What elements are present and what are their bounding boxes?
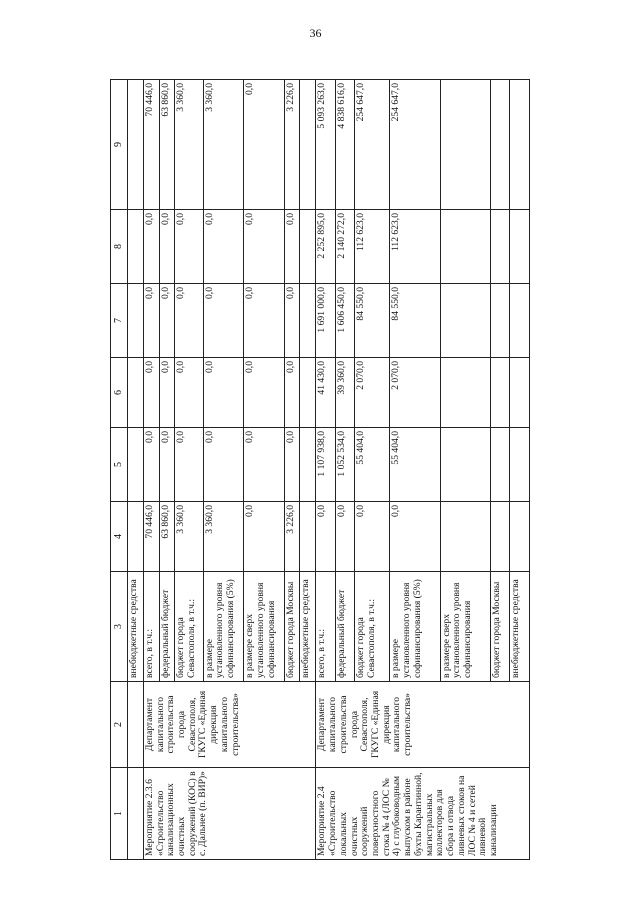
source-cell: всего, в т.ч.: [143,572,159,682]
value-cell: 0,0 [284,358,300,428]
header-col-3: 3 [111,572,128,682]
value-cell: 254 647,0 [355,80,390,210]
value-cell [300,358,316,428]
value-cell: 0,0 [143,358,159,428]
value-cell [440,80,490,210]
value-cell: 3 360,0 [203,80,244,210]
value-cell [300,502,316,572]
header-col-6: 6 [111,358,128,428]
value-cell: 84 550,0 [390,284,440,358]
value-cell: 4 838 616,0 [335,80,355,210]
source-cell: в размере сверх установленного уровня софинансирования [244,572,285,682]
value-cell: 0,0 [143,210,159,284]
value-cell: 3 226,0 [284,502,300,572]
value-cell: 0,0 [244,284,285,358]
value-cell: 0,0 [203,358,244,428]
activity-1-executor: Департамент капитального строительства города Севастополя, ГКУГС «Единая дирекция капитального строительства» [143,682,315,768]
value-cell [440,428,490,502]
activity-2-executor: Департамент капитального строительства города Севастополя, ГКУГС «Единая дирекция капитального строительства» [316,682,530,768]
source-cell: бюджет города Севастополя, в т.ч.: [355,572,390,682]
value-cell: 0,0 [284,284,300,358]
source-cell: в размере установленного уровня софинансирования (5%) [203,572,244,682]
activity-1-row-1 [143,80,159,860]
value-cell [300,210,316,284]
budget-table [110,79,530,860]
value-cell [510,428,530,502]
header-row [111,80,128,860]
activity-2-title: Мероприятие 2.4 «Строительство локальных очистных сооружений поверхностного стока № 4 (ЛОС № 4) с глубоководным выпуском в районе бухты Карантинной, магистральных коллекторов для сбора и отвода ливневых стоков на ЛОС № 4 и сетей ливневой канализации [316,768,530,860]
value-cell: 1 691 000,0 [316,284,336,358]
value-cell [300,80,316,210]
value-cell [510,502,530,572]
value-cell: 84 550,0 [355,284,390,358]
value-cell: 0,0 [203,428,244,502]
value-cell [510,358,530,428]
source-cell: бюджет города Москвы [490,572,510,682]
value-cell: 0,0 [159,358,175,428]
value-cell: 0,0 [244,428,285,502]
value-cell: 63 860,0 [159,80,175,210]
value-cell: 2 140 272,0 [335,210,355,284]
value-cell: 0,0 [175,284,203,358]
value-cell: 3 360,0 [175,502,203,572]
value-cell: 0,0 [244,502,285,572]
source-cell: в размере установленного уровня софинансирования (5%) [390,572,440,682]
value-cell: 2 070,0 [390,358,440,428]
source-cell: федеральный бюджет [159,572,175,682]
header-col-5: 5 [111,428,128,502]
source-cell: в размере сверх установленного уровня софинансирования [440,572,490,682]
source-cell: бюджет города Москвы [284,572,300,682]
header-col-1: 1 [111,768,128,860]
value-cell: 0,0 [335,502,355,572]
value-cell [490,428,510,502]
value-cell: 39 360,0 [335,358,355,428]
header-col-7: 7 [111,284,128,358]
value-cell: 3 226,0 [284,80,300,210]
value-cell: 0,0 [284,428,300,502]
value-cell: 0,0 [203,210,244,284]
value-cell [300,284,316,358]
value-cell [510,80,530,210]
value-cell: 0,0 [175,428,203,502]
value-cell [490,358,510,428]
value-cell: 1 606 450,0 [335,284,355,358]
value-cell: 3 360,0 [203,502,244,572]
value-cell: 0,0 [244,80,285,210]
source-cell: федеральный бюджет [335,572,355,682]
value-cell: 0,0 [316,502,336,572]
value-cell: 112 623,0 [390,210,440,284]
source-cell: бюджет города Севастополя, в т.ч.: [175,572,203,682]
value-cell: 0,0 [159,428,175,502]
value-cell: 0,0 [244,358,285,428]
continuation-row [128,80,144,860]
value-cell: 70 446,0 [143,80,159,210]
value-cell: 0,0 [159,210,175,284]
value-cell: 0,0 [284,210,300,284]
value-cell [300,428,316,502]
value-cell: 0,0 [143,428,159,502]
value-cell [510,284,530,358]
value-cell: 1 107 938,0 [316,428,336,502]
value-cell [490,502,510,572]
value-cell: 3 360,0 [175,80,203,210]
header-col-9: 9 [111,80,128,210]
value-cell: 0,0 [175,210,203,284]
header-col-4: 4 [111,502,128,572]
rotated-table-wrapper [110,80,530,860]
value-cell: 0,0 [244,210,285,284]
value-cell [490,80,510,210]
value-cell: 55 404,0 [390,428,440,502]
value-cell: 70 446,0 [143,502,159,572]
page-number: 36 [309,26,322,40]
value-cell: 0,0 [203,284,244,358]
value-cell: 63 860,0 [159,502,175,572]
value-cell [440,502,490,572]
activity-2-row-1 [316,80,336,860]
source-cell: внебюджетные средства [300,572,316,682]
value-cell: 2 252 895,0 [316,210,336,284]
value-cell: 2 070,0 [355,358,390,428]
value-cell [440,284,490,358]
value-cell: 5 093 263,0 [316,80,336,210]
value-cell [490,284,510,358]
activity-1-title: Мероприятие 2.3.6 «Строительство канализационных очистных сооружений (КОС) в с. Дальнее (п. ВИР)» [143,768,315,860]
value-cell: 1 052 534,0 [335,428,355,502]
value-cell: 0,0 [175,358,203,428]
value-cell [440,210,490,284]
value-cell: 55 404,0 [355,428,390,502]
continuation-source: внебюджетные средства [128,572,144,682]
header-col-2: 2 [111,682,128,768]
value-cell: 112 623,0 [355,210,390,284]
source-cell: всего, в т.ч.: [316,572,336,682]
value-cell [440,358,490,428]
value-cell: 0,0 [159,284,175,358]
value-cell: 254 647,0 [390,80,440,210]
value-cell [490,210,510,284]
value-cell: 0,0 [390,502,440,572]
value-cell: 41 430,0 [316,358,336,428]
source-cell: внебюджетные средства [510,572,530,682]
value-cell: 0,0 [355,502,390,572]
header-col-8: 8 [111,210,128,284]
value-cell [510,210,530,284]
value-cell: 0,0 [143,284,159,358]
